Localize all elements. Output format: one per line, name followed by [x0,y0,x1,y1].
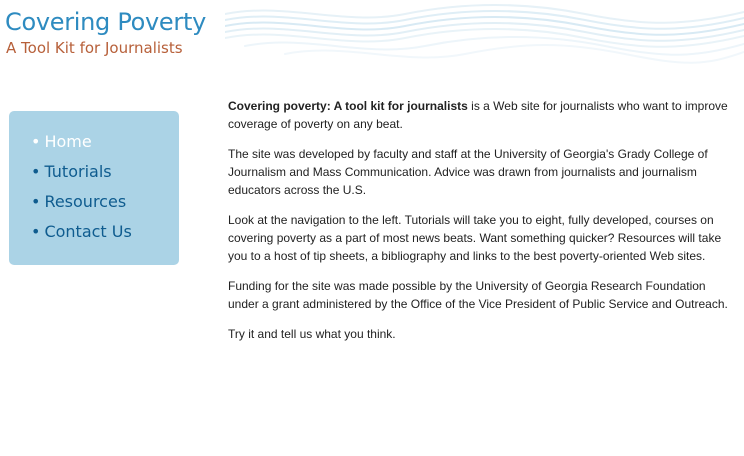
paragraph-navigation: Look at the navigation to the left. Tutorials will take you to eight, fully developed, courses on covering poverty as a part of most news beats. Want something quicker? Resources will take you to a host of tip sheets, a bibliography and links to the best poverty-oriented Web sites. [228,213,722,263]
intro-bold-title: Covering poverty: A tool kit for journalists [228,99,468,113]
nav-item-home[interactable] [9,131,179,161]
nav-item-label: Tutorials [44,162,112,181]
intro-text: is a Web site for journalists who want to improve coverage of poverty on any beat. [228,99,728,131]
nav-item-resources[interactable] [9,191,179,221]
bullet-icon: • [31,162,41,181]
site-subtitle: A Tool Kit for Journalists [6,39,183,57]
paragraph-funding: Funding for the site was made possible by the University of Georgia Research Foundation under a grant administered by the Office of the Vice President of Public Service and Outreach. [228,279,728,311]
header [0,0,744,80]
bullet-icon: • [31,222,41,241]
nav-item-tutorials[interactable] [9,161,179,191]
intro-paragraph [228,97,728,133]
paragraph-call-to-action: Try it and tell us what you think. [228,327,396,341]
nav-item-contact-us[interactable] [9,221,179,251]
bullet-icon: • [31,132,41,151]
main-content [228,97,728,355]
nav-item-label: Home [44,132,92,151]
nav-item-label: Contact Us [44,222,132,241]
bullet-icon: • [31,192,41,211]
nav-item-label: Resources [44,192,127,211]
decorative-waves [225,0,744,80]
paragraph-development: The site was developed by faculty and staff at the University of Georgia's Grady College of Journalism and Mass Communication. Advice was drawn from journalists and journalism educators across the U.S. [228,147,708,197]
site-title[interactable]: Covering Poverty [5,8,206,36]
sidebar-nav [9,111,179,265]
